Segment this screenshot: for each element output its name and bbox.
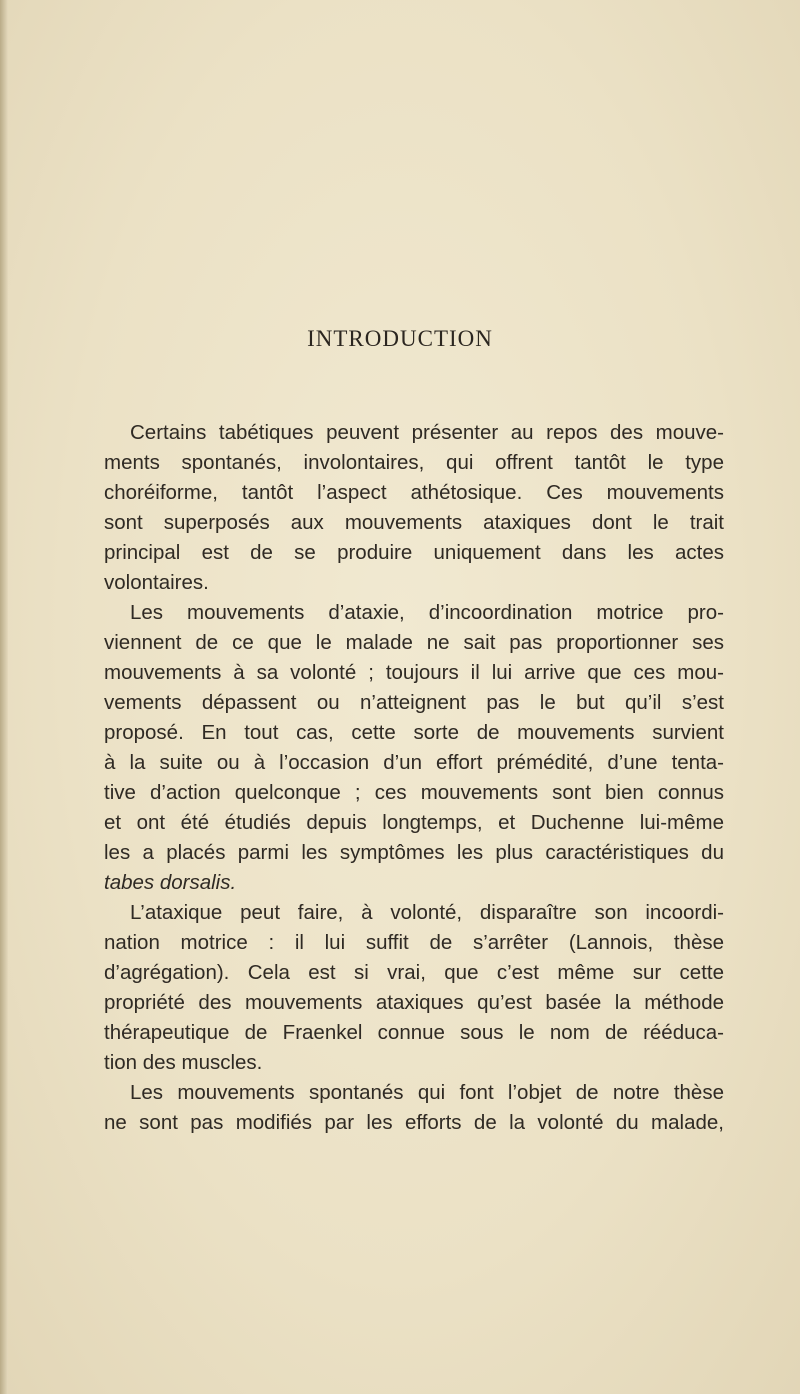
- chapter-title: INTRODUCTION: [307, 326, 493, 351]
- text-line: vements dépassent ou n’atteignent pas le but qu’il s’est: [104, 691, 724, 714]
- text-line: d’agrégation). Cela est si vrai, que c’est même sur cette: [104, 961, 724, 984]
- text-line: sont superposés aux mouvements ataxiques dont le trait: [104, 511, 724, 534]
- text-line: tabes dorsalis.: [104, 871, 237, 894]
- text-line: propriété des mouvements ataxiques qu’est basée la méthode: [104, 991, 724, 1014]
- text-line: ne sont pas modifiés par les efforts de la volonté du malade,: [104, 1111, 724, 1134]
- page-binding-edge: [0, 0, 8, 1394]
- text-line: mouvements à sa volonté ; toujours il lui arrive que ces mou-: [104, 661, 724, 684]
- text-line: proposé. En tout cas, cette sorte de mouvements survient: [104, 721, 724, 744]
- text-line: viennent de ce que le malade ne sait pas proportionner ses: [104, 631, 724, 654]
- text-line: les a placés parmi les symptômes les plus caractéristiques du: [104, 841, 724, 864]
- text-line: Les mouvements d’ataxie, d’incoordination motrice pro-: [130, 601, 724, 624]
- text-line: volontaires.: [104, 571, 209, 594]
- text-line: nation motrice : il lui suffit de s’arrêter (Lannois, thèse: [104, 931, 724, 954]
- text-line: thérapeutique de Fraenkel connue sous le nom de rééduca-: [104, 1021, 724, 1044]
- text-line: principal est de se produire uniquement dans les actes: [104, 541, 724, 564]
- body-text: [104, 418, 724, 1138]
- text-line: tion des muscles.: [104, 1051, 263, 1074]
- text-line: ments spontanés, involontaires, qui offrent tantôt le type: [104, 451, 724, 474]
- text-line: Certains tabétiques peuvent présenter au repos des mouve-: [130, 421, 724, 444]
- text-line: tive d’action quelconque ; ces mouvements sont bien connus: [104, 781, 724, 804]
- text-line: Les mouvements spontanés qui font l’objet de notre thèse: [130, 1081, 724, 1104]
- text-line: L’ataxique peut faire, à volonté, disparaître son incoordi-: [130, 901, 724, 924]
- text-line: et ont été étudiés depuis longtemps, et Duchenne lui-même: [104, 811, 724, 834]
- text-line: choréiforme, tantôt l’aspect athétosique. Ces mouvements: [104, 481, 724, 504]
- text-line: à la suite ou à l’occasion d’un effort prémédité, d’une tenta-: [104, 751, 724, 774]
